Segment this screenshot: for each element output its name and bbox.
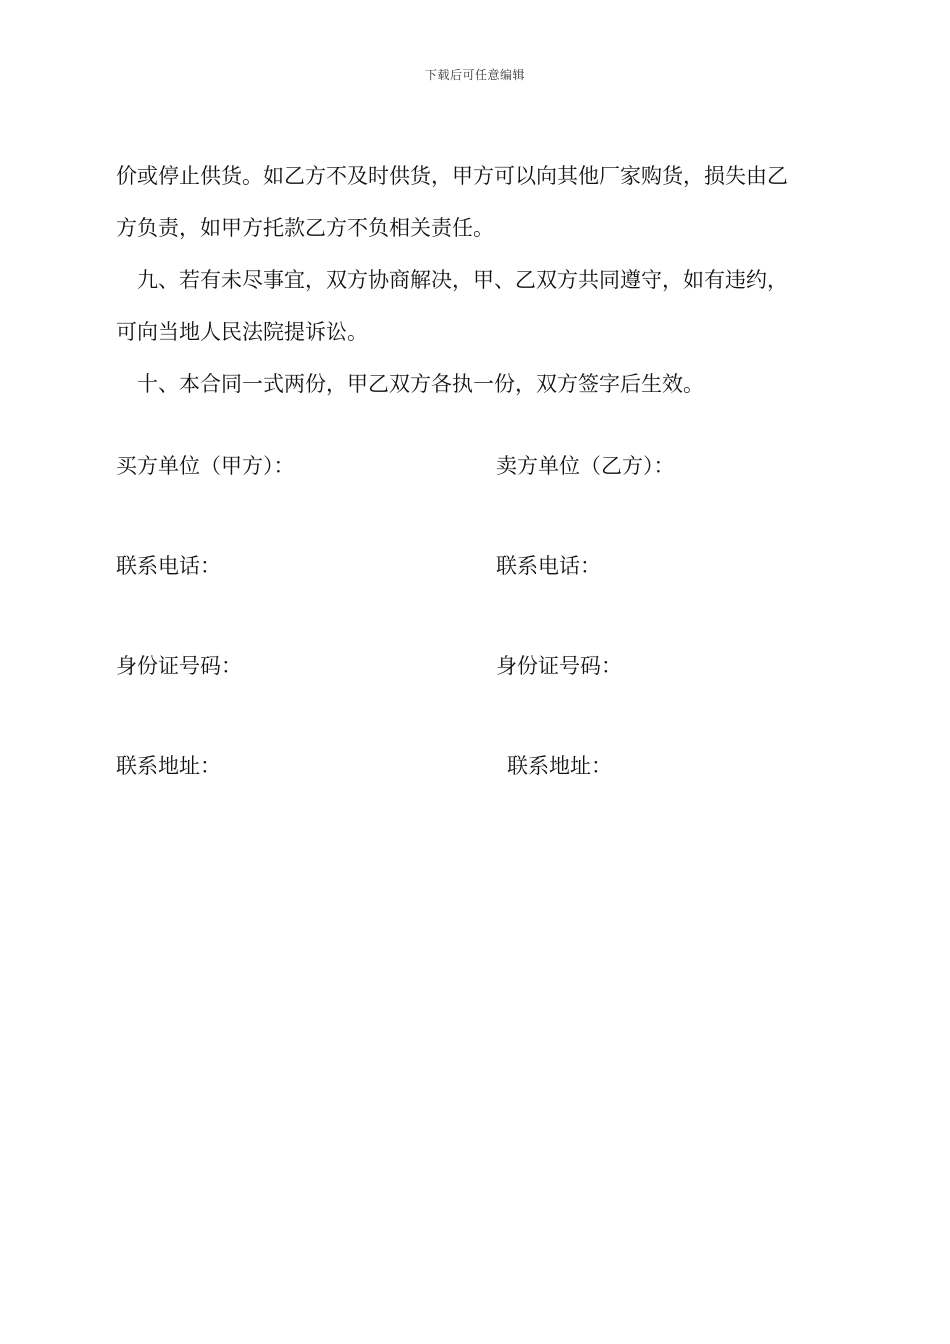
buyer-unit-label: 买方单位（甲方）： — [116, 454, 295, 478]
seller-unit-label: 卖方单位（乙方）： — [496, 454, 675, 478]
body-line: 可向当地人民法院提诉讼。 — [116, 320, 368, 344]
buyer-id-label: 身份证号码： — [116, 654, 242, 678]
address-row — [116, 750, 836, 850]
seller-phone-label: 联系电话： — [496, 554, 601, 578]
buyer-phone-label: 联系电话： — [116, 554, 221, 578]
seller-id-label: 身份证号码： — [496, 654, 622, 678]
clause-nine: 九、若有未尽事宜，双方协商解决，甲、乙双方共同遵守，如有违约， — [137, 268, 788, 292]
contract-body — [116, 150, 836, 410]
unit-row — [116, 450, 836, 550]
clause-ten: 十、本合同一式两份，甲乙双方各执一份，双方签字后生效。 — [137, 372, 704, 396]
body-line: 方负责，如甲方托款乙方不负相关责任。 — [116, 216, 494, 240]
id-row — [116, 650, 836, 750]
body-line: 价或停止供货。如乙方不及时供货，甲方可以向其他厂家购货，损失由乙 — [116, 164, 788, 188]
signature-block — [116, 450, 836, 850]
phone-row — [116, 550, 836, 650]
header-note: 下载后可任意编辑 — [424, 68, 525, 82]
seller-address-label: 联系地址： — [507, 754, 612, 778]
buyer-address-label: 联系地址： — [116, 754, 221, 778]
